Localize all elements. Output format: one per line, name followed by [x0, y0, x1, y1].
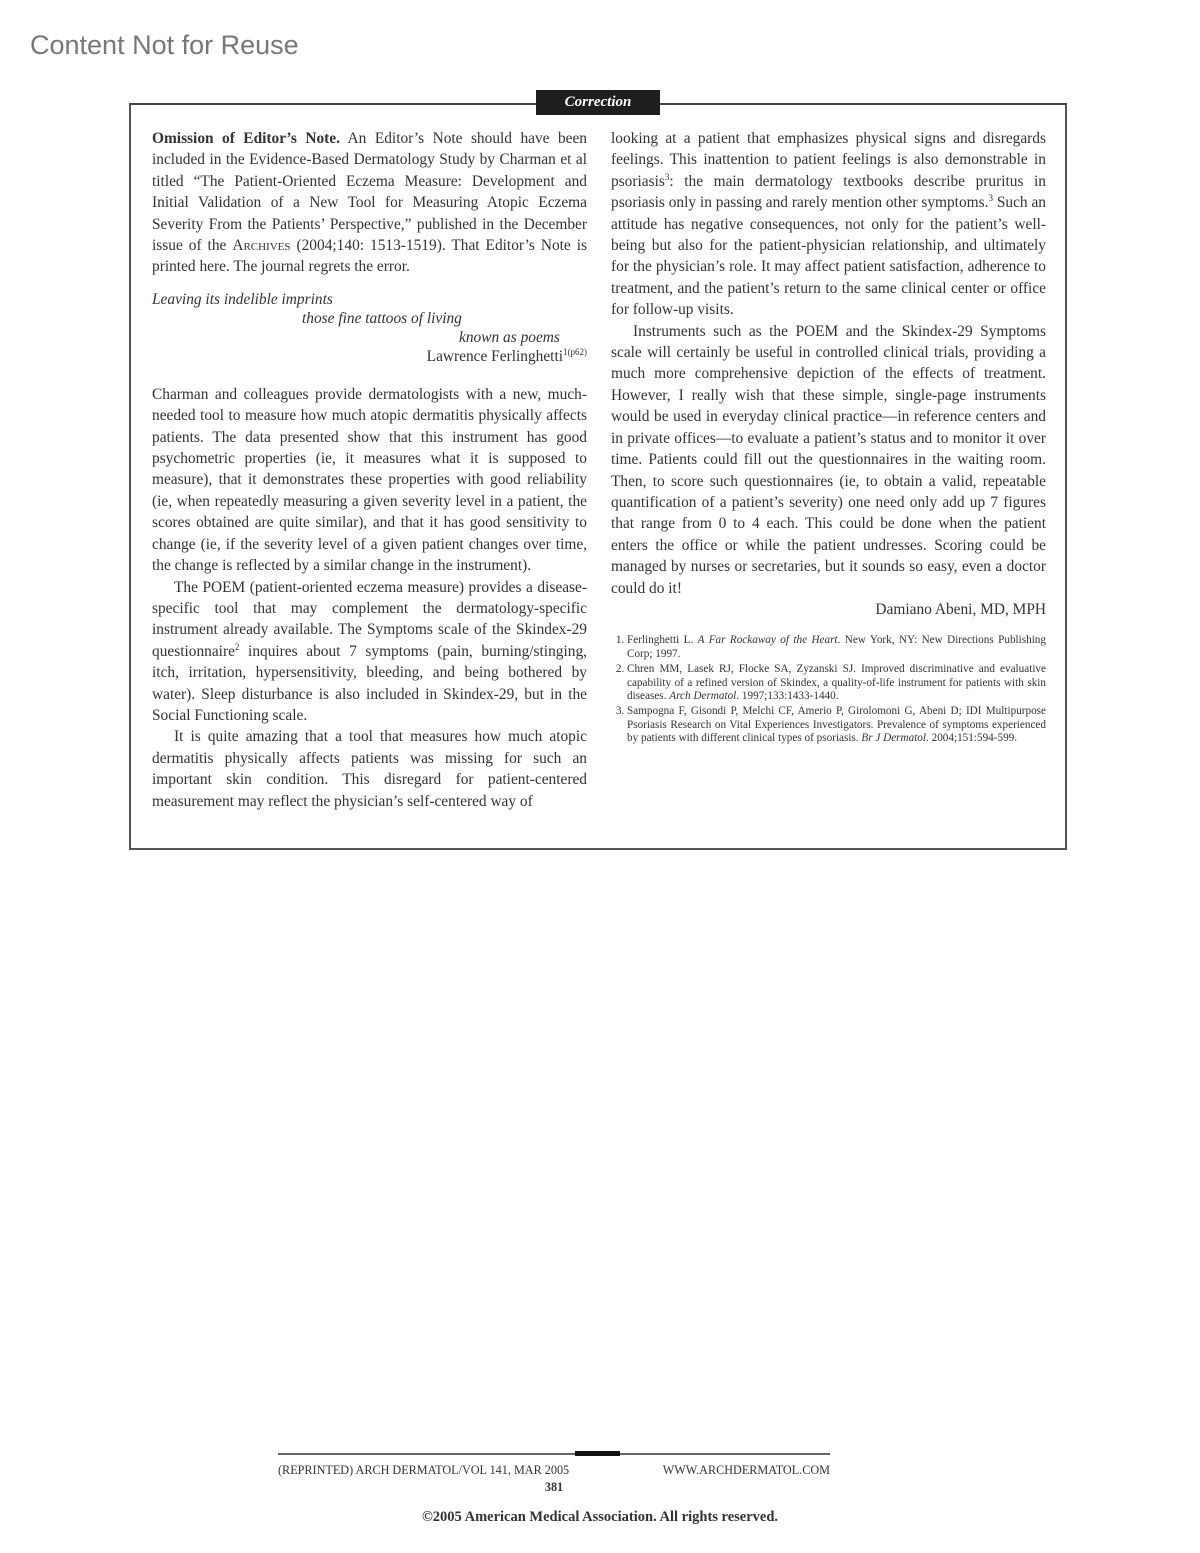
- reference: [627, 634, 1046, 661]
- citation: 3: [664, 171, 670, 182]
- text: Sampogna F, Gisondi P, Melchi CF, Amerio P, Girolomoni G, Abeni D; IDI Multipurpose Psoriasis Research on Vital Experiences Investigators. Prevalence of symptoms experienced by patients with different clinical types of psoriasis.: [627, 705, 1046, 745]
- poem-line: known as poems: [459, 328, 560, 346]
- title: A Far Rockaway of the Heart: [697, 634, 838, 647]
- copyright: ©2005 American Medical Association. All rights reserved.: [421, 1509, 779, 1525]
- editors-note: [152, 128, 587, 278]
- paragraph: [611, 128, 1046, 321]
- text: inquires about 7 symptoms (pain, burning/stinging, itch, irritation, hypersensitivity, bleeding, and being bothered by water). Sleep disturbance is also included in Skindex-29, but in the Social Functioning scale.: [152, 642, 587, 724]
- reference: [627, 705, 1046, 745]
- text: . 2004;151:594-599.: [926, 732, 1018, 745]
- citation: 1(p62): [563, 346, 587, 357]
- text: Chren MM, Lasek RJ, Flocke SA, Zyzanski SJ. Improved discriminative and evaluative capability of a refined version of Skindex, a quality-of-life instrument for patients with skin diseases.: [627, 663, 1046, 702]
- text: . 1997;133:1433-1440.: [736, 689, 839, 702]
- note-heading: Omission of Editor’s Note.: [152, 130, 340, 147]
- reference: [627, 663, 1046, 703]
- text: An Editor’s Note should have been included in the Evidence-Based Dermatology Study by Charman et al titled “The Patient-Oriented Eczema Measure: Development and Initial Validation of a New Tool for Measuring Atopic Eczema Severity From the Patients’ Perspective,” published in the December issue of the: [152, 130, 587, 255]
- journal-citation: (REPRINTED) ARCH DERMATOL/VOL 141, MAR 2005: [278, 1463, 570, 1477]
- text: : the main dermatology textbooks describe pruritus in psoriasis only in passing and rarely mention other symptoms.: [611, 172, 1046, 212]
- text: (2004;140: 1513-1519). That Editor’s Note is printed here. The journal regrets the error.: [152, 237, 587, 276]
- journal-name: Archives: [232, 237, 291, 255]
- text: Such an attitude has negative consequences, not only for the patient’s well-being but also for the patient-physician relationship, and ultimately for the physician’s role. It may affect patient satisfaction, adherence to treatment, and the patient’s return to the same clinical center or office for follow-up visits.: [611, 194, 1046, 319]
- left-column: [152, 128, 587, 812]
- text: The POEM (patient-oriented eczema measure) provides a disease-specific tool that may complement the dermatology-specific instrument already available. The Symptoms scale of the Skindex-29 questionnaire: [152, 578, 587, 660]
- citation: 3: [988, 193, 993, 204]
- signature: Damiano Abeni, MD, MPH: [875, 600, 1046, 618]
- text: Ferlinghetti L.: [627, 634, 698, 647]
- text: looking at a patient that emphasizes physical signs and disregards feelings. This inattention to patient feelings is also demonstrable in psoriasis: [611, 130, 1046, 190]
- paragraph: It is quite amazing that a tool that measures how much atopic dermatitis physically affects patients was missing for such an important skin condition. This disregard for patient-centered measurement may reflect the physician’s self-centered way of: [152, 728, 587, 810]
- title: Arch Dermatol: [669, 689, 737, 702]
- right-column: [611, 128, 1046, 748]
- paragraph: Instruments such as the POEM and the Skindex-29 Symptoms scale will certainly be useful in controlled clinical trials, providing a much more comprehensive depiction of the effects of treatment. However, I really wish that these simple, single-page instruments would be used in everyday clinical practice—in reference centers and in private offices—to evaluate a patient’s status and to monitor it over time. Patients could fill out the questionnaires in the waiting room. Then, to score such questionnaires (ie, to obtain a valid, repeatable quantification of a patient’s severity) one need only add up 7 figures that range from 0 to 4 each. This could be done when the patient enters the office or while the patient undresses. Scoring could be managed by nurses or secretaries, but it sounds so easy, even a doctor could do it!: [611, 322, 1046, 597]
- poem-line: Leaving its indelible imprints: [152, 290, 333, 308]
- footer-rule-accent: [575, 1451, 620, 1456]
- text: Lawrence Ferlinghetti: [426, 347, 563, 365]
- footer-rule: [278, 1453, 830, 1455]
- journal-url: WWW.ARCHDERMATOL.COM: [662, 1463, 830, 1477]
- poem-author: [152, 347, 587, 366]
- poem-line: those fine tattoos of living: [302, 309, 462, 327]
- citation: 2: [234, 641, 240, 652]
- epigraph: [152, 290, 587, 366]
- page-footer: [278, 1453, 830, 1495]
- references: [611, 634, 1046, 745]
- watermark: Content Not for Reuse: [30, 30, 299, 60]
- section-tag: Correction: [536, 90, 660, 115]
- page-number: 381: [544, 1480, 564, 1494]
- paragraph: [152, 577, 587, 727]
- text: . New York, NY: New Directions Publishing Corp; 1997.: [627, 634, 1046, 660]
- paragraph: Charman and colleagues provide dermatologists with a new, much-needed tool to measure how much atopic dermatitis physically affects patients. The data presented show that this instrument has good psychometric properties (ie, it measures what it is supposed to measure), that it demonstrates these properties with good reliability (ie, when repeatedly measuring a given severity level in a patient, the scores obtained are quite similar), and that it has good sensitivity to change (ie, if the severity level of a given patient changes over time, the change is reflected by a similar change in the instrument).: [152, 385, 587, 575]
- title: Br J Dermatol: [861, 732, 927, 745]
